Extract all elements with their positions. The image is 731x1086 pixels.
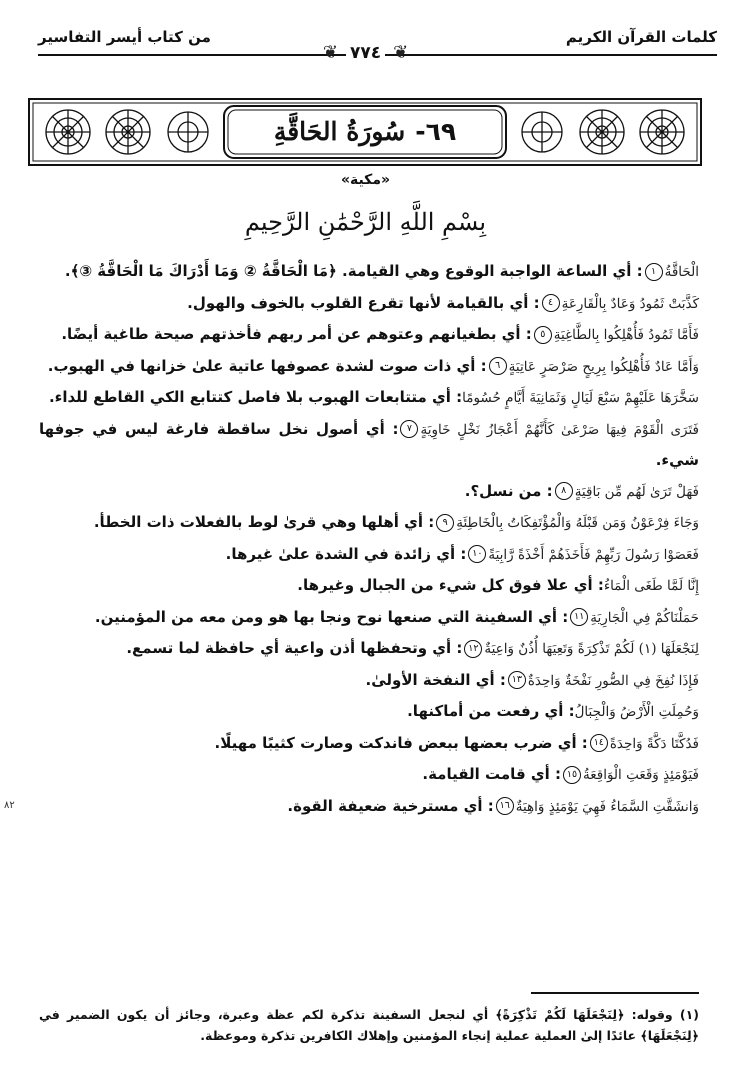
book-title: كلمات القرآن الكريم xyxy=(565,28,717,46)
ayah-marker: ٤ xyxy=(542,294,560,312)
verse-text: لِنَجْعَلَهَا (١) لَكُمْ تَذْكِرَةً وَتَعِيَهَا أُذُنٌ وَاعِيَةٌ xyxy=(484,641,699,657)
ayah-marker: ٧ xyxy=(400,420,418,438)
margin-mark: ٨٢ xyxy=(4,800,15,811)
glossary-entry xyxy=(39,382,699,414)
explanation: : أي بالقيامة لأنها تقرع القلوب بالخوف والهول. xyxy=(187,293,540,312)
footnote: (١) وقوله: ﴿لِنَجْعَلَهَا لَكُمْ تَذْكِرَةً﴾ أي لنجعل السفينة تذكرة لكم عظة وعبرة، وجائز أن يكون الضمير في ﴿لِنَجْعَلَهَا﴾ عائدًا إلىٰ العملية عملية إنجاء المؤمنين وإهلاك الكافرين تذكرة وموعظة. xyxy=(39,1007,699,1043)
verse-text: وَحُمِلَتِ الْأَرْضُ وَالْجِبَالُ xyxy=(574,704,699,720)
explanation: : أي زائدة في الشدة علىٰ غيرها. xyxy=(225,544,467,563)
ayah-marker: ١٢ xyxy=(464,640,482,658)
glossary-entry xyxy=(39,256,699,288)
explanation: : أي متتابعات الهبوب بلا فاصل كتتابع الكي القاطع للداء. xyxy=(48,388,463,406)
verse-text: فَهَلْ تَرَىٰ لَهُم مِّن بَاقِيَةٍ xyxy=(574,483,699,500)
glossary-entry xyxy=(39,539,699,571)
explanation: : أي ضرب بعضها ببعض فاندكت وصارت كثيبًا مهيلًا. xyxy=(214,733,588,752)
glossary-entry xyxy=(39,507,699,539)
verse-text: سَخَّرَهَا عَلَيْهِمْ سَبْعَ لَيَالٍ وَثَمَانِيَةَ أَيَّامٍ حُسُومًا xyxy=(462,390,699,406)
basmala: بِسْمِ اللَّهِ الرَّحْمَٰنِ الرَّحِيمِ xyxy=(244,208,487,236)
ayah-marker: ١٥ xyxy=(563,766,581,784)
glossary-entry xyxy=(39,665,699,697)
glossary-entry xyxy=(39,570,699,602)
ayah-marker: ١٣ xyxy=(508,671,526,689)
verse-text: فَدُكَّتَا دَكَّةً وَاحِدَةً xyxy=(609,735,699,752)
surah-name: سُورَةُ الحَاقَّةِ xyxy=(273,116,406,146)
surah-title-banner xyxy=(28,98,702,166)
ayah-marker: ٨ xyxy=(555,482,573,500)
ayah-marker: ١٤ xyxy=(590,734,608,752)
explanation: : أي مسترخية ضعيفة القوة. xyxy=(287,796,494,815)
verse-text: فَإِذَا نُفِخَ فِي الصُّورِ نَفْخَةٌ وَاحِدَةٌ xyxy=(527,672,699,689)
verse-text: فَتَرَى الْقَوْمَ فِيهَا صَرْعَىٰ كَأَنَّهُمْ أَعْجَازُ نَخْلٍ خَاوِيَةٍ xyxy=(420,421,699,438)
glossary-entry xyxy=(39,791,699,823)
ornament-left-icon: ❦ xyxy=(393,42,409,63)
verse-text: حَمَلْنَاكُمْ فِي الْجَارِيَةِ xyxy=(590,609,699,626)
surah-number: ٦٩- xyxy=(415,116,457,146)
ayah-marker: ١١ xyxy=(570,608,588,626)
glossary-entry xyxy=(39,476,699,508)
verse-text: وَانشَقَّتِ السَّمَاءُ فَهِيَ يَوْمَئِذٍ وَاهِيَةٌ xyxy=(515,798,699,815)
ornament-right-icon: ❦ xyxy=(322,42,338,63)
ayah-marker: ١٠ xyxy=(468,545,486,563)
glossary-entry xyxy=(39,633,699,665)
verse-text: فَأَمَّا ثَمُودُ فَأُهْلِكُوا بِالطَّاغِيَةِ xyxy=(553,327,699,343)
revelation-label: «مكية» xyxy=(340,172,391,188)
page-number-ornament xyxy=(0,42,731,63)
footnote-rule xyxy=(531,992,699,994)
ayah-marker: ٩ xyxy=(436,514,454,532)
explanation: : أي ذات صوت لشدة عصوفها عاتية علىٰ خزانها في الهبوب. xyxy=(47,356,487,375)
explanation: : أي علا فوق كل شيء من الجبال وغيرها. xyxy=(297,576,604,594)
glossary-entries xyxy=(39,256,699,822)
verse-text: وَأَمَّا عَادٌ فَأُهْلِكُوا بِرِيحٍ صَرْصَرٍ عَاتِيَةٍ xyxy=(508,358,699,375)
glossary-entry xyxy=(39,319,699,351)
explanation: : أي السفينة التي صنعها نوح ونجا بها هو ومن معه من المؤمنين. xyxy=(94,607,569,626)
verse-text: إِنَّا لَمَّا طَغَى الْمَاءُ xyxy=(603,578,699,594)
explanation: : من نسل؟. xyxy=(464,481,553,500)
explanation: : أي بطغيانهم وعتوهم عن أمر ربهم فأخذتهم صيحة طاغية أيضًا. xyxy=(61,325,532,343)
ayah-marker: ١٦ xyxy=(496,797,514,815)
surah-title xyxy=(228,108,502,154)
explanation: : أي الساعة الواجبة الوقوع وهي القيامة. ﴿مَا الْحَاقَّةُ ② وَمَا أَدْرَاكَ مَا الْحَاقَّةُ ③﴾. xyxy=(64,262,643,280)
explanation: : أي وتحفظها أذن واعية أي حافظة لما تسمع. xyxy=(126,639,463,657)
ayah-marker: ٦ xyxy=(489,357,507,375)
page-number: ٧٧٤ xyxy=(346,43,385,63)
glossary-entry xyxy=(39,414,699,476)
verse-text: كَذَّبَتْ ثَمُودُ وَعَادٌ بِالْقَارِعَةِ xyxy=(561,295,699,312)
verse-text: فَعَصَوْا رَسُولَ رَبِّهِمْ فَأَخَذَهُمْ أَخْذَةً رَّابِيَةً xyxy=(488,546,699,563)
explanation: : أي النفخة الأولىٰ. xyxy=(365,670,506,689)
source-title: من كتاب أيسر التفاسير xyxy=(38,28,211,46)
explanation: : أي رفعت من أماكنها. xyxy=(407,702,575,720)
glossary-entry xyxy=(39,759,699,791)
verse-text: الْحَاقَّةُ xyxy=(664,264,699,280)
glossary-entry xyxy=(39,288,699,320)
glossary-entry xyxy=(39,602,699,634)
explanation: : أي قامت القيامة. xyxy=(422,765,561,783)
glossary-entry xyxy=(39,728,699,760)
explanation: : أي أصول نخل ساقطة فارغة ليس في جوفها شيء. xyxy=(39,419,699,469)
explanation: : أي أهلها وهي قرىٰ لوط بالفعلات ذات الخطأ. xyxy=(93,513,435,531)
ayah-marker: ٥ xyxy=(534,326,552,344)
glossary-entry xyxy=(39,696,699,728)
verse-text: فَيَوْمَئِذٍ وَقَعَتِ الْوَاقِعَةُ xyxy=(582,767,699,783)
verse-text: وَجَاءَ فِرْعَوْنُ وَمَن قَبْلَهُ وَالْمُؤْتَفِكَاتُ بِالْخَاطِئَةِ xyxy=(456,515,699,531)
ayah-marker: ١ xyxy=(645,263,663,281)
glossary-entry xyxy=(39,351,699,383)
